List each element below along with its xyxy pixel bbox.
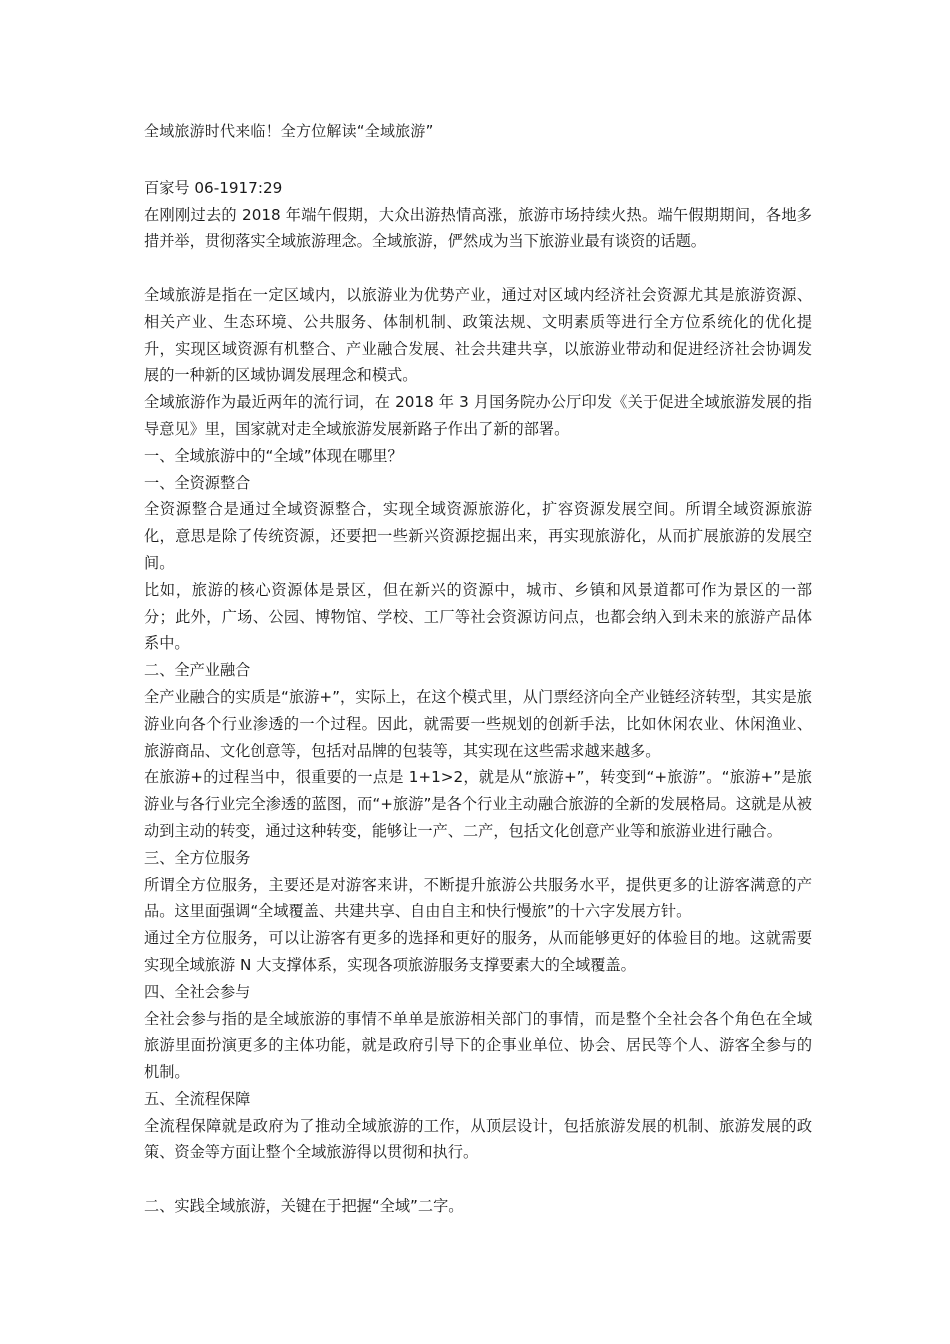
paragraph-policy: 全域旅游作为最近两年的流行词，在 2018 年 3 月国务院办公厅印发《关于促进全域旅游发展的指导意见》里，国家就对走全域旅游发展新路子作出了新的部署。	[144, 393, 812, 438]
section-heading-1: 一、全域旅游中的“全域”体现在哪里？	[144, 446, 403, 465]
subsection-heading-resources: 一、全资源整合	[144, 473, 251, 492]
spacer	[144, 145, 812, 175]
subsection-heading-service: 三、全方位服务	[144, 848, 251, 867]
subsection-heading-industry: 二、全产业融合	[144, 661, 251, 680]
paragraph-definition: 全域旅游是指在一定区域内，以旅游业为优势产业，通过对区域内经济社会资源尤其是旅游资源、相关产业、生态环境、公共服务、体制机制、政策法规、文明素质等进行全方位系统化的优化提升，实现区域资源有机整合、产业融合发展、社会共建共享，以旅游业带动和促进经济社会协调发展的一种新的区域协调发展理念和模式。	[144, 285, 812, 385]
paragraph-intro: 在刚刚过去的 2018 年端午假期，大众出游热情高涨，旅游市场持续火热。端午假期期间，各地多措并举，贯彻落实全域旅游理念。全域旅游，俨然成为当下旅游业最有谈资的话题。	[144, 205, 812, 251]
article-title: 全域旅游时代来临！全方位解读“全域旅游”	[144, 122, 434, 140]
subsection-heading-process: 五、全流程保障	[144, 1089, 251, 1108]
paragraph-industry-1: 全产业融合的实质是“旅游+”，实际上，在这个模式里，从门票经济向全产业链经济转型，其实是旅游业向各个行业渗透的一个过程。因此，就需要一些规划的创新手法，比如休闲农业、休闲渔业、旅游商品、文化创意等，包括对品牌的包装等，其实现在这些需求越来越多。	[144, 687, 812, 760]
paragraph-process-1: 全流程保障就是政府为了推动全域旅游的工作，从顶层设计，包括旅游发展的机制、旅游发展的政策、资金等方面让整个全域旅游得以贯彻和执行。	[144, 1116, 812, 1162]
paragraph-society-1: 全社会参与指的是全域旅游的事情不单单是旅游相关部门的事情，而是整个全社会各个角色在全域旅游里面扮演更多的主体功能，就是政府引导下的企事业单位、协会、居民等个人、游客全参与的机制。	[144, 1009, 812, 1082]
paragraph-resources-1: 全资源整合是通过全域资源整合，实现全域资源旅游化，扩容资源发展空间。所谓全域资源旅游化，意思是除了传统资源，还要把一些新兴资源挖掘出来，再实现旅游化，从而扩展旅游的发展空间。	[144, 500, 812, 572]
paragraph-service-1: 所谓全方位服务，主要还是对游客来讲，不断提升旅游公共服务水平，提供更多的让游客满意的产品。这里面强调“全域覆盖、共建共享、自由自主和快行慢旅”的十六字发展方针。	[144, 875, 812, 921]
paragraph-industry-2: 在旅游+的过程当中，很重要的一点是 1+1>2，就是从“旅游+”，转变到“+旅游”。“旅游+”是旅游业与各行业完全渗透的蓝图，而“+旅游”是各个行业主动融合旅游的全新的发展格局。这就是从被动到主动的转变，通过这种转变，能够让一产、二产，包括文化创意产业等和旅游业进行融合。	[144, 768, 812, 840]
paragraph-resources-2: 比如，旅游的核心资源体是景区，但在新兴的资源中，城市、乡镇和风景道都可作为景区的一部分；此外，广场、公园、博物馆、学校、工厂等社会资源访问点，也都会纳入到未来的旅游产品体系中。	[144, 580, 812, 653]
spacer	[144, 1166, 812, 1193]
subsection-heading-society: 四、全社会参与	[144, 982, 251, 1001]
section-heading-2: 二、实践全域旅游，关键在于把握“全域”二字。	[144, 1197, 464, 1216]
paragraph-service-2: 通过全方位服务，可以让游客有更多的选择和更好的服务，从而能够更好的体验目的地。这就需要实现全域旅游 N 大支撑体系，实现各项旅游服务支撑要素大的全域覆盖。	[144, 929, 812, 974]
source-line: 百家号 06-1917:29	[144, 178, 283, 197]
spacer	[144, 255, 812, 282]
article-body	[144, 118, 812, 1220]
